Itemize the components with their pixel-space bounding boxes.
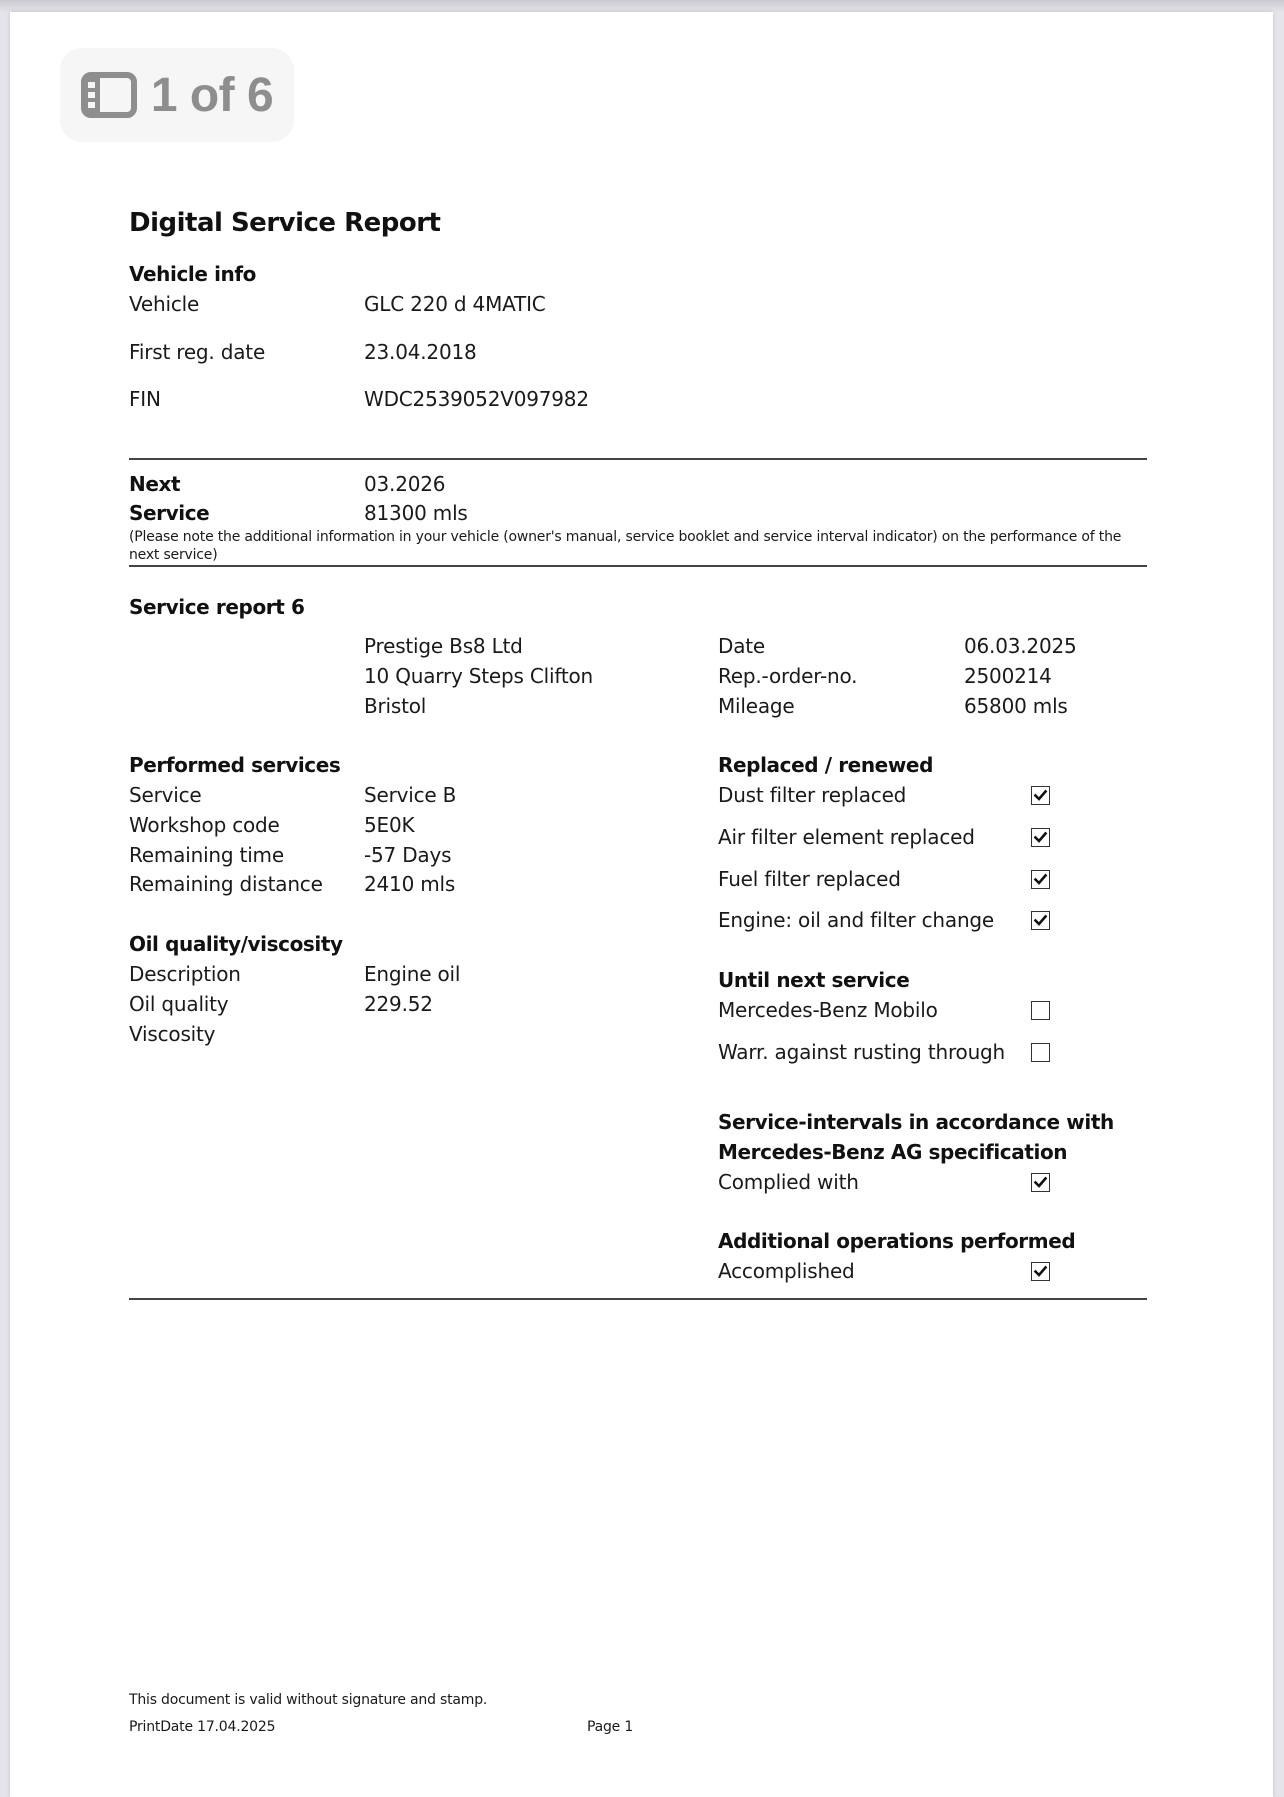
oil-quality-value: 229.52 <box>364 992 433 1016</box>
workshop-code-label: Workshop code <box>129 813 280 837</box>
divider <box>129 458 1147 460</box>
accomplished-checkbox <box>1031 1262 1050 1281</box>
rep-order-no-label: Rep.-order-no. <box>718 664 858 688</box>
rep-order-no-value: 2500214 <box>964 664 1052 688</box>
fin-value: WDC2539052V097982 <box>364 387 589 411</box>
mobilo-checkbox <box>1031 1001 1050 1020</box>
next-service-label-line1: Next <box>129 472 181 496</box>
checkmark-icon <box>1033 872 1048 887</box>
dust-filter-label: Dust filter replaced <box>718 783 907 807</box>
next-service-note: (Please note the additional information in your vehicle (owner's manual, service booklet and service interval indicator) on the performance of the next service) <box>129 529 1122 563</box>
until-next-service-heading: Until next service <box>718 968 910 992</box>
viscosity-label: Viscosity <box>129 1022 216 1046</box>
oil-heading: Oil quality/viscosity <box>129 932 343 956</box>
next-service-label-line2: Service <box>129 501 210 525</box>
report-date-label: Date <box>718 634 766 658</box>
first-reg-date-value: 23.04.2018 <box>364 340 477 364</box>
remaining-distance-value: 2410 mls <box>364 872 456 896</box>
document-page <box>10 12 1273 1797</box>
fin-label: FIN <box>129 387 161 411</box>
oil-description-value: Engine oil <box>364 962 461 986</box>
service-label: Service <box>129 783 202 807</box>
oil-quality-label: Oil quality <box>129 992 229 1016</box>
workshop-street: 10 Quarry Steps Clifton <box>364 664 594 688</box>
additional-operations-heading: Additional operations performed <box>718 1229 1076 1253</box>
fuel-filter-checkbox <box>1031 870 1050 889</box>
rust-warranty-label: Warr. against rusting through <box>718 1040 1006 1064</box>
checkmark-icon <box>1033 913 1048 928</box>
engine-oil-change-checkbox <box>1031 911 1050 930</box>
validity-note: This document is valid without signature and stamp. <box>129 1692 488 1708</box>
print-date: PrintDate 17.04.2025 <box>129 1719 276 1735</box>
dust-filter-checkbox <box>1031 786 1050 805</box>
page-indicator[interactable] <box>60 48 294 142</box>
remaining-distance-label: Remaining distance <box>129 872 323 896</box>
vehicle-label: Vehicle <box>129 292 200 316</box>
first-reg-date-label: First reg. date <box>129 340 266 364</box>
page-indicator-text: 1 of 6 <box>150 68 274 122</box>
replaced-heading: Replaced / renewed <box>718 753 933 777</box>
service-value: Service B <box>364 783 457 807</box>
accomplished-label: Accomplished <box>718 1259 855 1283</box>
complied-with-checkbox <box>1031 1173 1050 1192</box>
sidebar-icon <box>81 72 137 118</box>
rust-warranty-checkbox <box>1031 1043 1050 1062</box>
viewer-top-bar <box>0 0 1284 12</box>
checkmark-icon <box>1033 830 1048 845</box>
workshop-name: Prestige Bs8 Ltd <box>364 634 523 658</box>
divider <box>129 565 1147 567</box>
performed-services-heading: Performed services <box>129 753 341 777</box>
vehicle-value: GLC 220 d 4MATIC <box>364 292 546 316</box>
checkmark-icon <box>1033 1264 1048 1279</box>
mileage-label: Mileage <box>718 694 795 718</box>
service-report-heading: Service report 6 <box>129 595 305 619</box>
fuel-filter-label: Fuel filter replaced <box>718 867 901 891</box>
report-date-value: 06.03.2025 <box>964 634 1077 658</box>
oil-description-label: Description <box>129 962 241 986</box>
intervals-heading-line1: Service-intervals in accordance with <box>718 1110 1114 1134</box>
checkmark-icon <box>1033 788 1048 803</box>
page-number: Page 1 <box>587 1719 634 1735</box>
divider <box>129 1298 1147 1300</box>
next-service-mileage: 81300 mls <box>364 501 468 525</box>
intervals-heading-line2: Mercedes-Benz AG specification <box>718 1140 1068 1164</box>
workshop-code-value: 5E0K <box>364 813 415 837</box>
mileage-value: 65800 mls <box>964 694 1068 718</box>
checkmark-icon <box>1033 1175 1048 1190</box>
complied-with-label: Complied with <box>718 1170 859 1194</box>
air-filter-label: Air filter element replaced <box>718 825 975 849</box>
mobilo-label: Mercedes-Benz Mobilo <box>718 998 938 1022</box>
remaining-time-value: -57 Days <box>364 843 452 867</box>
document-title: Digital Service Report <box>129 208 441 238</box>
workshop-city: Bristol <box>364 694 427 718</box>
next-service-date: 03.2026 <box>364 472 446 496</box>
engine-oil-change-label: Engine: oil and filter change <box>718 908 995 932</box>
air-filter-checkbox <box>1031 828 1050 847</box>
vehicle-info-heading: Vehicle info <box>129 262 257 286</box>
remaining-time-label: Remaining time <box>129 843 284 867</box>
